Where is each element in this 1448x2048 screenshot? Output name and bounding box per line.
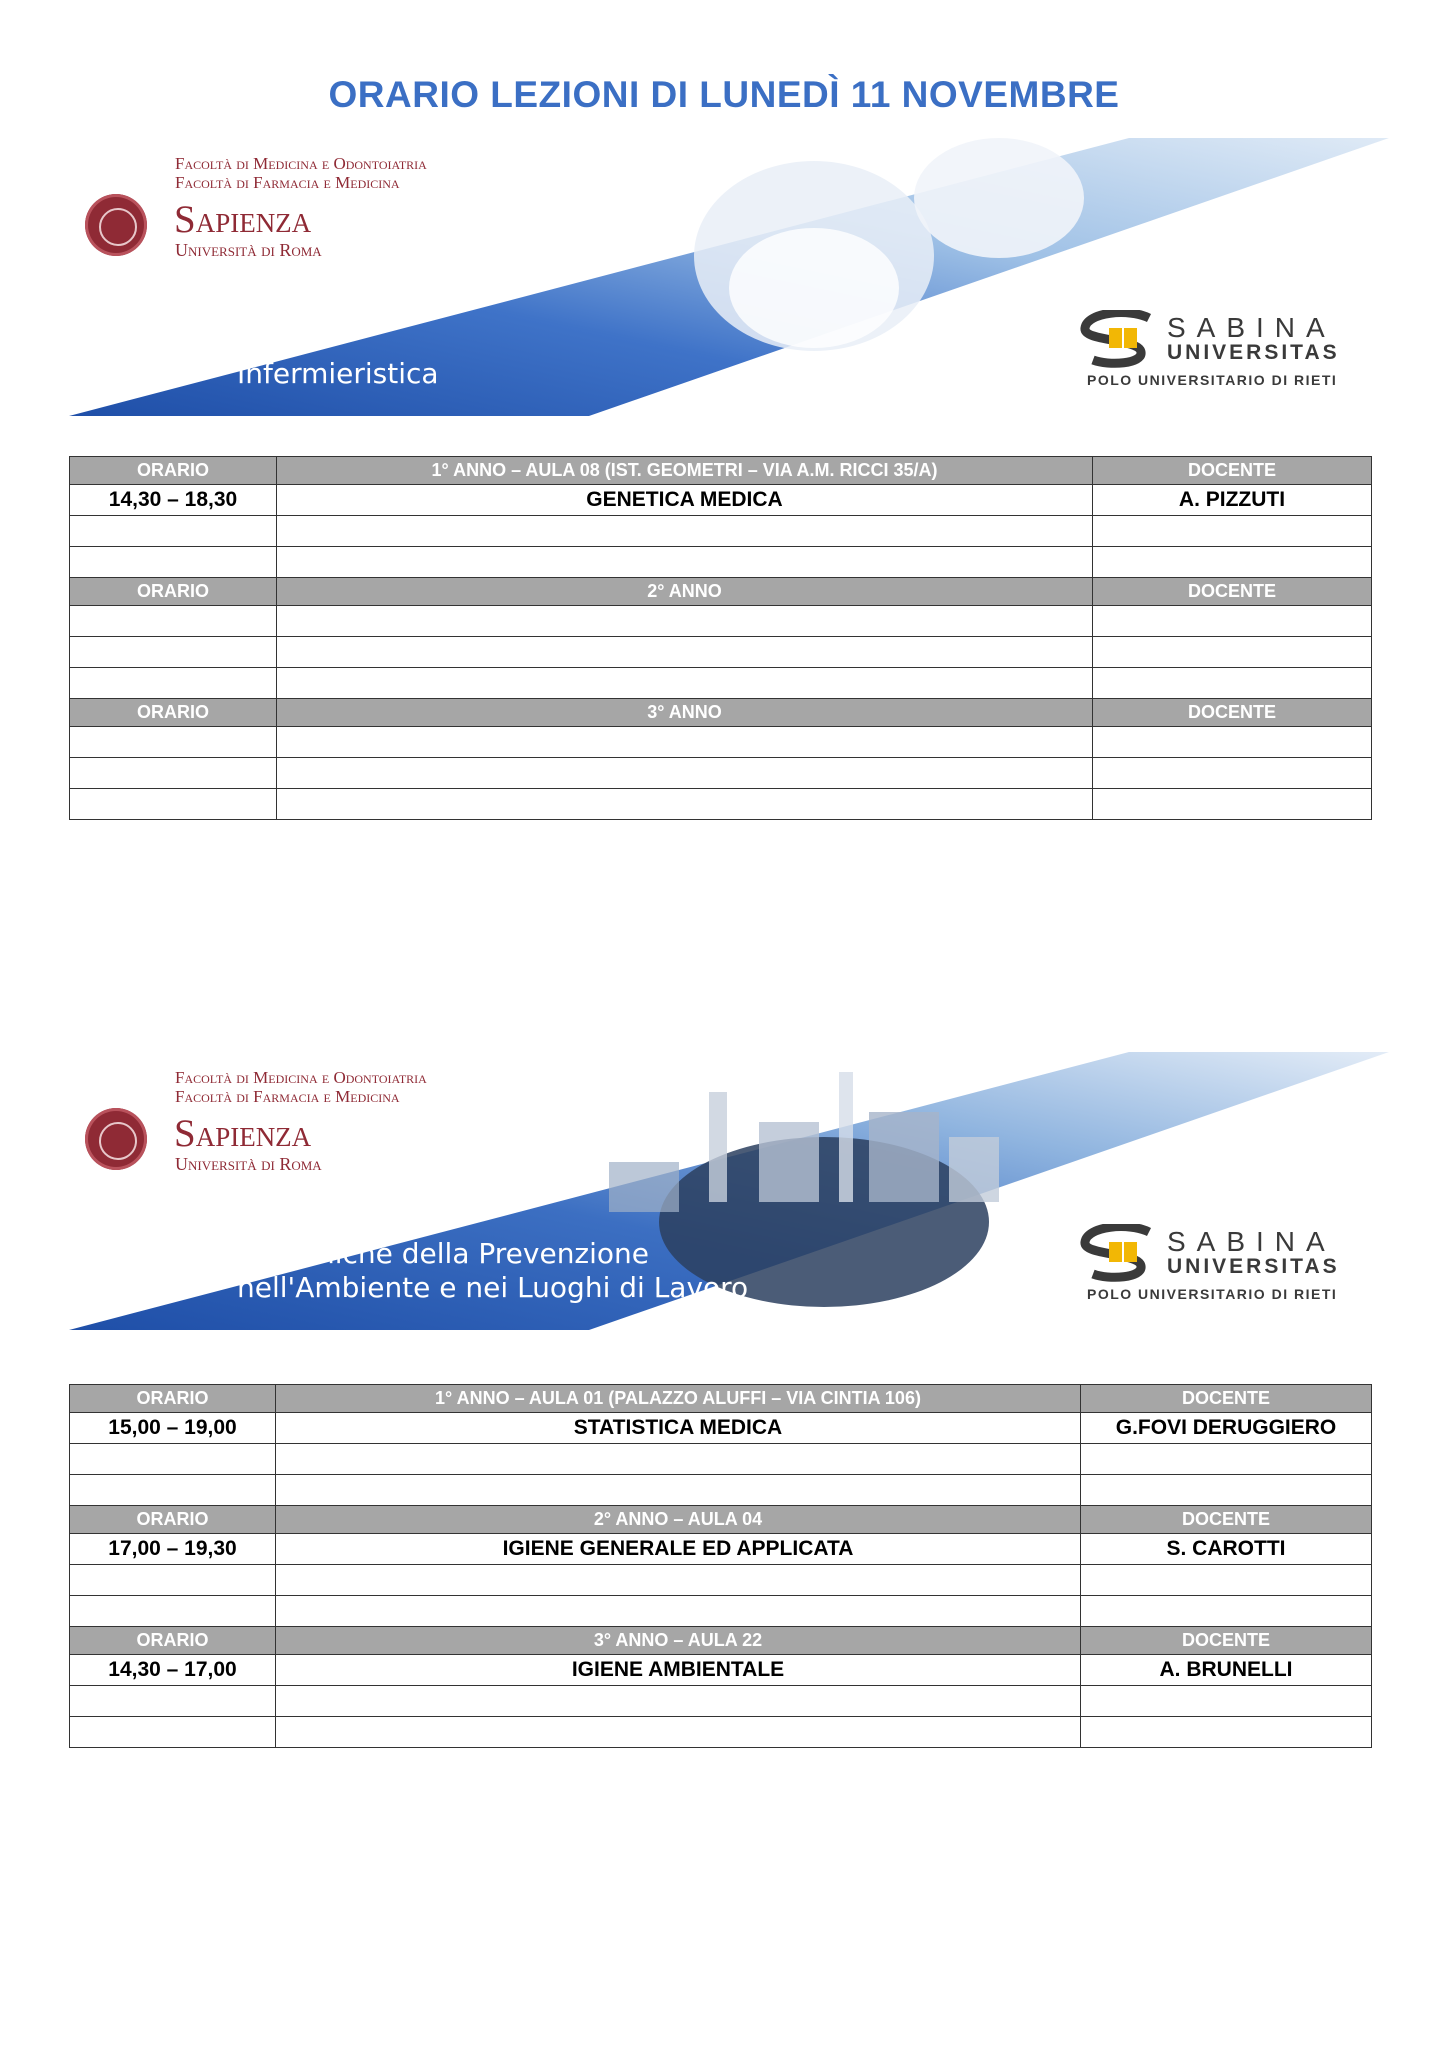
sabina-polo: POLO UNIVERSITARIO DI RIETI — [1087, 372, 1338, 388]
sapienza-logo-text: Sapienza — [174, 198, 312, 241]
header-year: 2° ANNO — [277, 578, 1093, 606]
header-orario: ORARIO — [70, 578, 277, 606]
table-row — [70, 789, 1372, 820]
cell-subject: STATISTICA MEDICA — [276, 1413, 1081, 1444]
page-title: ORARIO LEZIONI DI LUNEDÌ 11 NOVEMBRE — [328, 74, 1120, 115]
section-header-year-3 — [70, 699, 1372, 727]
header-orario: ORARIO — [70, 457, 277, 485]
table-row — [70, 758, 1372, 789]
table-row — [70, 727, 1372, 758]
table-row — [70, 1413, 1372, 1444]
section-header-year-1 — [70, 457, 1372, 485]
sabina-universitas: UNIVERSITAS — [1167, 1255, 1340, 1278]
section-header-year-1 — [70, 1385, 1372, 1413]
cell-time: 14,30 – 17,00 — [70, 1655, 276, 1686]
sapienza-subtitle: Università di Roma — [175, 240, 322, 260]
cell-teacher — [1093, 516, 1372, 547]
cell-time — [70, 789, 277, 820]
cell-teacher — [1093, 758, 1372, 789]
table-row — [70, 1686, 1372, 1717]
header-orario: ORARIO — [70, 1506, 276, 1534]
table-row — [70, 547, 1372, 578]
header-orario: ORARIO — [70, 1385, 276, 1413]
cell-teacher — [1093, 637, 1372, 668]
sabina-universitas-logo — [1079, 1224, 1379, 1314]
cell-subject — [276, 1686, 1081, 1717]
cell-teacher: A. PIZZUTI — [1093, 485, 1372, 516]
header-docente: DOCENTE — [1093, 699, 1372, 727]
course-name-line-1: Tecniche della Prevenzione — [272, 1237, 650, 1270]
cell-subject — [277, 727, 1093, 758]
table-row — [70, 1475, 1372, 1506]
course-name: Infermieristica — [237, 357, 439, 390]
sabina-logo-icon — [1079, 1224, 1165, 1284]
cell-teacher: A. BRUNELLI — [1081, 1655, 1372, 1686]
cell-teacher — [1093, 606, 1372, 637]
table-row — [70, 1534, 1372, 1565]
cell-subject — [276, 1717, 1081, 1748]
table-row — [70, 1444, 1372, 1475]
cell-subject — [276, 1444, 1081, 1475]
table-row — [70, 1717, 1372, 1748]
cell-subject — [277, 637, 1093, 668]
cell-teacher — [1081, 1686, 1372, 1717]
cell-time — [70, 668, 277, 699]
faculty-line-2: Facoltà di Farmacia e Medicina — [175, 1087, 400, 1106]
sapienza-seal-icon — [85, 1108, 147, 1170]
cell-time — [70, 1717, 276, 1748]
header-orario: ORARIO — [70, 1627, 276, 1655]
table-row — [70, 637, 1372, 668]
sabina-name: SABINA — [1167, 1226, 1336, 1257]
section-header-year-3 — [70, 1627, 1372, 1655]
cell-time — [70, 1475, 276, 1506]
cell-time — [70, 1686, 276, 1717]
table-row — [70, 668, 1372, 699]
sapienza-subtitle: Università di Roma — [175, 1154, 322, 1174]
cell-time — [70, 758, 277, 789]
header-orario: ORARIO — [70, 699, 277, 727]
header-docente: DOCENTE — [1081, 1506, 1372, 1534]
section-header-year-2 — [70, 1506, 1372, 1534]
cell-teacher — [1093, 727, 1372, 758]
cell-time — [70, 1565, 276, 1596]
sabina-polo: POLO UNIVERSITARIO DI RIETI — [1087, 1286, 1338, 1302]
cell-teacher: G.FOVI DERUGGIERO — [1081, 1413, 1372, 1444]
header-year: 3° ANNO — [277, 699, 1093, 727]
sapienza-logo-text: Sapienza — [174, 1112, 312, 1155]
cell-time — [70, 1444, 276, 1475]
cell-teacher — [1093, 789, 1372, 820]
table-row — [70, 1655, 1372, 1686]
header-year: 1° ANNO – AULA 08 (IST. GEOMETRI – VIA A.M. RICCI 35/A) — [277, 457, 1093, 485]
cell-time: 17,00 – 19,30 — [70, 1534, 276, 1565]
cell-subject — [277, 668, 1093, 699]
banner-tecniche-prevenzione — [69, 1052, 1389, 1330]
cell-subject — [276, 1475, 1081, 1506]
faculty-line-1: Facoltà di Medicina e Odontoiatria — [175, 1068, 427, 1087]
sabina-name: SABINA — [1167, 312, 1336, 343]
cell-teacher — [1093, 547, 1372, 578]
cell-subject — [277, 758, 1093, 789]
cell-teacher — [1081, 1596, 1372, 1627]
cell-time — [70, 547, 277, 578]
header-docente: DOCENTE — [1093, 457, 1372, 485]
schedule-table-tecniche-prevenzione — [69, 1384, 1372, 1748]
cell-subject — [276, 1596, 1081, 1627]
cell-subject — [277, 789, 1093, 820]
sapienza-seal-icon — [85, 194, 147, 256]
table-row — [70, 516, 1372, 547]
table-row — [70, 1565, 1372, 1596]
cell-time — [70, 1596, 276, 1627]
header-year: 3° ANNO – AULA 22 — [276, 1627, 1081, 1655]
section-header-year-2 — [70, 578, 1372, 606]
sabina-universitas: UNIVERSITAS — [1167, 341, 1340, 364]
cell-teacher — [1081, 1717, 1372, 1748]
table-row — [70, 606, 1372, 637]
cell-subject: GENETICA MEDICA — [277, 485, 1093, 516]
cell-time: 15,00 – 19,00 — [70, 1413, 276, 1444]
cell-time: 14,30 – 18,30 — [70, 485, 277, 516]
cell-subject — [276, 1565, 1081, 1596]
sabina-universitas-logo — [1079, 310, 1379, 400]
faculty-line-2: Facoltà di Farmacia e Medicina — [175, 173, 400, 192]
cell-teacher: S. CAROTTI — [1081, 1534, 1372, 1565]
banner-infermieristica — [69, 138, 1389, 416]
table-row — [70, 485, 1372, 516]
cell-teacher — [1081, 1475, 1372, 1506]
cell-subject — [277, 516, 1093, 547]
schedule-table-infermieristica — [69, 456, 1372, 820]
cell-time — [70, 727, 277, 758]
header-year: 1° ANNO – AULA 01 (PALAZZO ALUFFI – VIA CINTIA 106) — [276, 1385, 1081, 1413]
cell-teacher — [1081, 1565, 1372, 1596]
header-docente: DOCENTE — [1081, 1385, 1372, 1413]
cell-subject: IGIENE GENERALE ED APPLICATA — [276, 1534, 1081, 1565]
cell-time — [70, 606, 277, 637]
cell-time — [70, 637, 277, 668]
header-docente: DOCENTE — [1093, 578, 1372, 606]
cell-teacher — [1081, 1444, 1372, 1475]
cell-teacher — [1093, 668, 1372, 699]
cell-subject: IGIENE AMBIENTALE — [276, 1655, 1081, 1686]
sabina-logo-icon — [1079, 310, 1165, 370]
cell-time — [70, 516, 277, 547]
header-docente: DOCENTE — [1081, 1627, 1372, 1655]
header-year: 2° ANNO – AULA 04 — [276, 1506, 1081, 1534]
cell-subject — [277, 547, 1093, 578]
faculty-line-1: Facoltà di Medicina e Odontoiatria — [175, 154, 427, 173]
table-row — [70, 1596, 1372, 1627]
course-name-line-2: nell'Ambiente e nei Luoghi di Lavoro — [237, 1271, 749, 1304]
cell-subject — [277, 606, 1093, 637]
